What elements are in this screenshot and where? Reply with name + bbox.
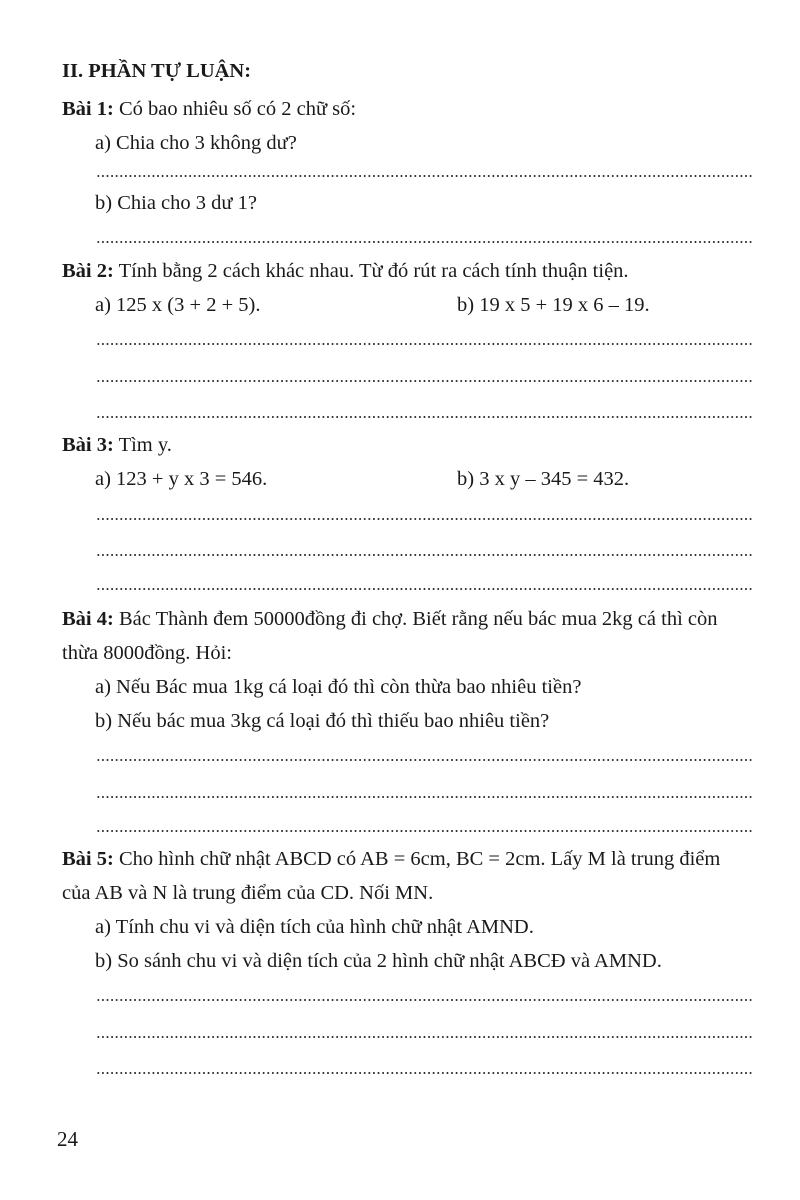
exercise-4-part-b: b) Nếu bác mua 3kg cá loại đó thì thiếu bao nhiêu tiền? [95,710,550,732]
answer-line[interactable] [96,518,752,520]
section-title: II. PHẦN TỰ LUẬN: [62,60,252,82]
answer-line[interactable] [96,241,752,243]
exercise-1-part-b: b) Chia cho 3 dư 1? [95,192,257,214]
exercise-2-label: Bài 2: [62,260,114,282]
answer-line[interactable] [96,175,752,177]
exercise-3-part-b: b) 3 x y – 345 = 432. [457,468,630,490]
exercise-4-prompt-continued: thừa 8000đồng. Hỏi: [62,642,232,664]
page-number: 24 [57,1127,78,1151]
answer-line[interactable] [96,380,752,382]
exercise-4-prompt: Bài 4: Bác Thành đem 50000đồng đi chợ. Biết rằng nếu bác mua 2kg cá thì còn [62,608,718,630]
answer-line[interactable] [96,759,752,761]
answer-line[interactable] [96,416,752,418]
exercise-5-label: Bài 5: [62,848,114,870]
exercise-2-part-b: b) 19 x 5 + 19 x 6 – 19. [457,294,650,316]
exercise-2-prompt: Bài 2: Tính bằng 2 cách khác nhau. Từ đó rút ra cách tính thuận tiện. [62,260,629,282]
exercise-1-prompt: Bài 1: Có bao nhiêu số có 2 chữ số: [62,98,357,120]
answer-line[interactable] [96,588,752,590]
exercise-3-label: Bài 3: [62,434,114,456]
exercise-5-part-a: a) Tính chu vi và diện tích của hình chữ nhật AMND. [95,916,534,938]
answer-line[interactable] [96,830,752,832]
exercise-4-label: Bài 4: [62,608,114,630]
answer-line[interactable] [96,796,752,798]
exercise-3-part-a: a) 123 + y x 3 = 546. [95,468,268,490]
exercise-1-part-a: a) Chia cho 3 không dư? [95,132,297,154]
answer-line[interactable] [96,343,752,345]
answer-line[interactable] [96,999,752,1001]
exercise-1-label: Bài 1: [62,98,114,120]
exercise-5-prompt-continued: của AB và N là trung điểm của CD. Nối MN. [62,882,434,904]
exercise-2-part-a: a) 125 x (3 + 2 + 5). [95,294,261,316]
answer-line[interactable] [96,1036,752,1038]
exercise-3-prompt: Bài 3: Tìm y. [62,434,172,456]
exercise-4-part-a: a) Nếu Bác mua 1kg cá loại đó thì còn thừa bao nhiêu tiền? [95,676,582,698]
answer-line[interactable] [96,1072,752,1074]
exercise-5-part-b: b) So sánh chu vi và diện tích của 2 hình chữ nhật ABCĐ và AMND. [95,950,662,972]
answer-line[interactable] [96,554,752,556]
exercise-5-prompt: Bài 5: Cho hình chữ nhật ABCD có AB = 6cm, BC = 2cm. Lấy M là trung điểm [62,848,721,870]
